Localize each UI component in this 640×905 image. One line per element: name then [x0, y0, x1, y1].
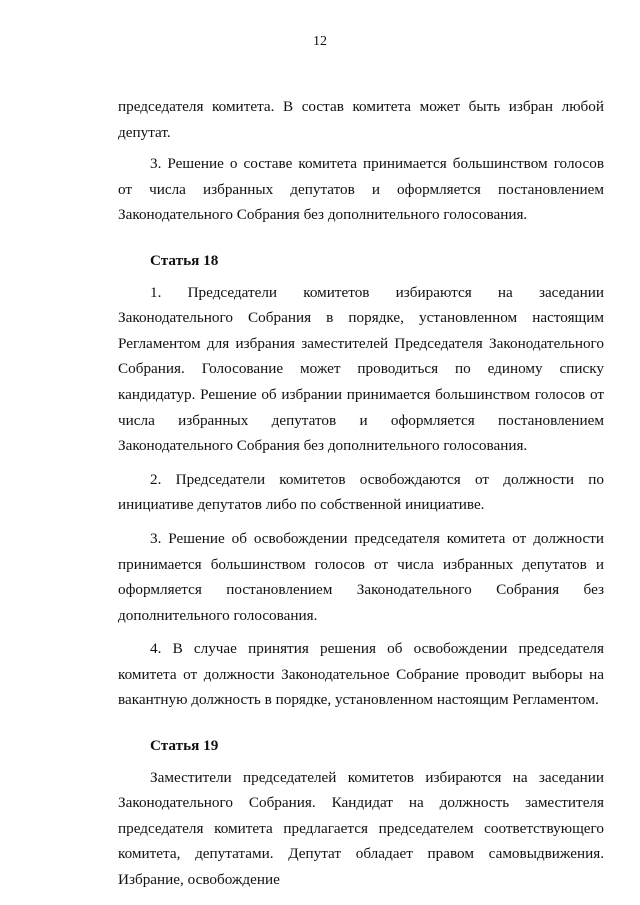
page-number: 12 [313, 34, 327, 49]
document-body [118, 94, 604, 893]
article-19-item-1: Заместители председателей комитетов избираются на заседании Законодательного Собрания. Кандидат на должность заместителя председателя комитета предлагается председателем соответствующего комитета, депутатами. Депутат обладает правом самовыдвижения. Избрание, освобождение [118, 768, 604, 889]
article-18-item-2: 2. Председатели комитетов освобождаются от должности по инициативе депутатов либо по собственной инициативе. [118, 470, 604, 514]
paragraph-committee-composition: 3. Решение о составе комитета принимается большинством голосов от числа избранных депутатов и оформляется постановлением Законодательного Собрания без дополнительного голосования. [118, 155, 604, 224]
article-19-heading: Статья 19 [150, 737, 219, 755]
article-18-item-1: 1. Председатели комитетов избираются на заседании Законодательного Собрания в порядке, установленном настоящим Регламентом для избрания заместителей Председателя Законодательного Собрания. Голосование может проводиться по единому списку кандидатур. Решение об избрании принимается большинством голосов от числа избранных депутатов и оформляется постановлением Законодательного Собрания без дополнительного голосования. [118, 283, 604, 455]
article-18-heading: Статья 18 [150, 251, 219, 269]
article-18-item-3: 3. Решение об освобождении председателя комитета от должности принимается большинством голосов от числа избранных депутатов и оформляется постановлением Законодательного Собрания без дополнительного голосования. [118, 529, 604, 624]
paragraph-continuation: председателя комитета. В состав комитета может быть избран любой депутат. [118, 98, 604, 141]
article-18-item-4: 4. В случае принятия решения об освобождении председателя комитета от должности Законодательное Собрание проводит выборы на вакантную должность в порядке, установленном настоящим Регламентом. [118, 640, 604, 709]
